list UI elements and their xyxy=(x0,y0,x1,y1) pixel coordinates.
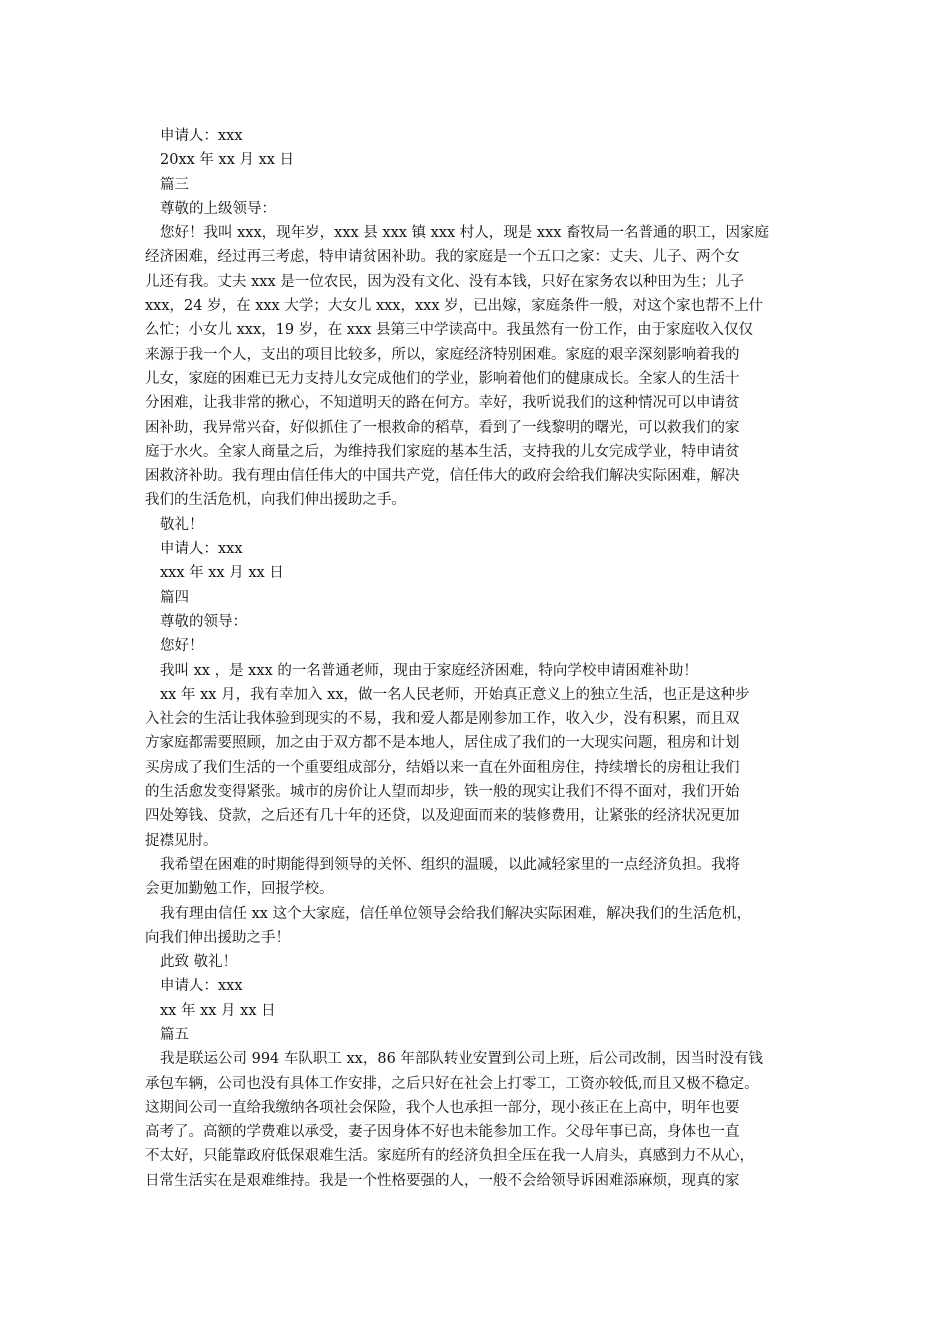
text-line: 经济困难，经过再三考虑，特申请贫困补助。我的家庭是一个五口之家：丈夫、儿子、两个女 xyxy=(145,249,740,266)
text-line: 篇三 xyxy=(160,176,189,193)
text-line: 会更加勤勉工作，回报学校。 xyxy=(145,881,334,898)
text-line: 困救济补助。我有理由信任伟大的中国共产党，信任伟大的政府会给我们解决实际困难，解决 xyxy=(145,468,740,485)
document-page xyxy=(145,124,835,1193)
text-line: 篇五 xyxy=(160,1026,189,1043)
text-line: 我是联运公司 994 车队职工 xx，86 年部队转业安置到公司上班，后公司改制，因当时没有钱 xyxy=(160,1051,763,1068)
text-line: 买房成了我们生活的一个重要组成部分，结婚以来一直在外面租房住，持续增长的房租让我们 xyxy=(145,759,740,776)
text-line: 困补助，我异常兴奋，好似抓住了一根救命的稻草，看到了一线黎明的曙光，可以救我们的家 xyxy=(145,419,740,436)
text-line: 尊敬的领导： xyxy=(160,613,247,630)
text-line: 申请人：xxx xyxy=(160,978,243,995)
text-line: xxx 年 xx 月 xx 日 xyxy=(160,565,284,582)
text-line: 我叫 xx ，是 xxx 的一名普通老师，现由于家庭经济困难，特向学校申请困难补助！ xyxy=(160,662,698,679)
text-line: 我们的生活危机，向我们伸出援助之手。 xyxy=(145,492,406,509)
text-line: 您好！我叫 xxx，现年岁，xxx 县 xxx 镇 xxx 村人，现是 xxx 畜牧局一名普通的职工，因家庭 xyxy=(160,225,770,242)
text-line: xxx，24 岁，在 xxx 大学；大女儿 xxx，xxx 岁，已出嫁，家庭条件一般，对这个家也帮不上什 xyxy=(145,298,764,315)
text-line: 20xx 年 xx 月 xx 日 xyxy=(160,152,295,169)
text-line: xx 年 xx 月，我有幸加入 xx，做一名人民老师，开始真正意义上的独立生活，也正是这种步 xyxy=(160,686,750,703)
text-line: 此致 敬礼！ xyxy=(160,954,238,971)
text-line: 儿还有我。丈夫 xxx 是一位农民，因为没有文化、没有本钱，只好在家务农以种田为生；儿子 xyxy=(145,273,745,290)
text-line: 篇四 xyxy=(160,589,189,606)
text-line: 我有理由信任 xx 这个大家庭，信任单位领导会给我们解决实际困难，解决我们的生活危机， xyxy=(160,905,752,922)
text-line: 承包车辆，公司也没有具体工作安排，之后只好在社会上打零工，工资亦较低,而且又极不稳定。 xyxy=(145,1075,759,1092)
text-line: 庭于水火。全家人商量之后，为维持我们家庭的基本生活，支持我的儿女完成学业，特申请贫 xyxy=(145,443,740,460)
text-line: 儿女，家庭的困难已无力支持儿女完成他们的学业，影响着他们的健康成长。全家人的生活十 xyxy=(145,370,740,387)
text-line: 不太好，只能靠政府低保艰难生活。家庭所有的经济负担全压在我一人肩头，真感到力不从心， xyxy=(145,1148,754,1165)
text-line: 这期间公司一直给我缴纳各项社会保险，我个人也承担一部分，现小孩正在上高中，明年也要 xyxy=(145,1099,740,1116)
text-line: 申请人：xxx xyxy=(160,128,243,144)
text-line: 日常生活实在是艰难维持。我是一个性格要强的人，一般不会给领导诉困难添麻烦，现真的家 xyxy=(145,1172,740,1189)
text-line: 的生活愈发变得紧张。城市的房价让人望而却步，铁一般的现实让我们不得不面对，我们开始 xyxy=(145,784,740,801)
text-line: 敬礼！ xyxy=(160,516,204,533)
text-line: 高考了。高额的学费难以承受，妻子因身体不好也未能参加工作。父母年事已高，身体也一直 xyxy=(145,1124,740,1141)
text-line: 捉襟见肘。 xyxy=(145,832,218,849)
text-line: 来源于我一个人，支出的项目比较多，所以，家庭经济特别困难。家庭的艰辛深刻影响着我的 xyxy=(145,346,740,363)
text-line: 么忙；小女儿 xxx，19 岁，在 xxx 县第三中学读高中。我虽然有一份工作，由于家庭收入仅仅 xyxy=(145,322,753,339)
text-line: 分困难，让我非常的揪心，不知道明天的路在何方。幸好，我听说我们的这种情况可以申请贫 xyxy=(145,395,740,412)
text-line: 方家庭都需要照顾，加之由于双方都不是本地人，居住成了我们的一大现实问题，租房和计划 xyxy=(145,735,740,752)
text-line: 您好！ xyxy=(160,638,204,655)
text-line: xx 年 xx 月 xx 日 xyxy=(160,1002,276,1019)
text-line: 向我们伸出援助之手！ xyxy=(145,929,290,946)
text-line: 我希望在困难的时期能得到领导的关怀、组织的温暖，以此减轻家里的一点经济负担。我将 xyxy=(160,856,740,873)
text-line: 四处筹钱、贷款，之后还有几十年的还贷，以及迎面而来的装修费用，让紧张的经济状况更加 xyxy=(145,808,740,825)
text-line: 入社会的生活让我体验到现实的不易，我和爱人都是刚参加工作，收入少，没有积累，而且双 xyxy=(145,711,740,728)
text-line: 申请人：xxx xyxy=(160,541,243,558)
text-line: 尊敬的上级领导： xyxy=(160,200,276,217)
